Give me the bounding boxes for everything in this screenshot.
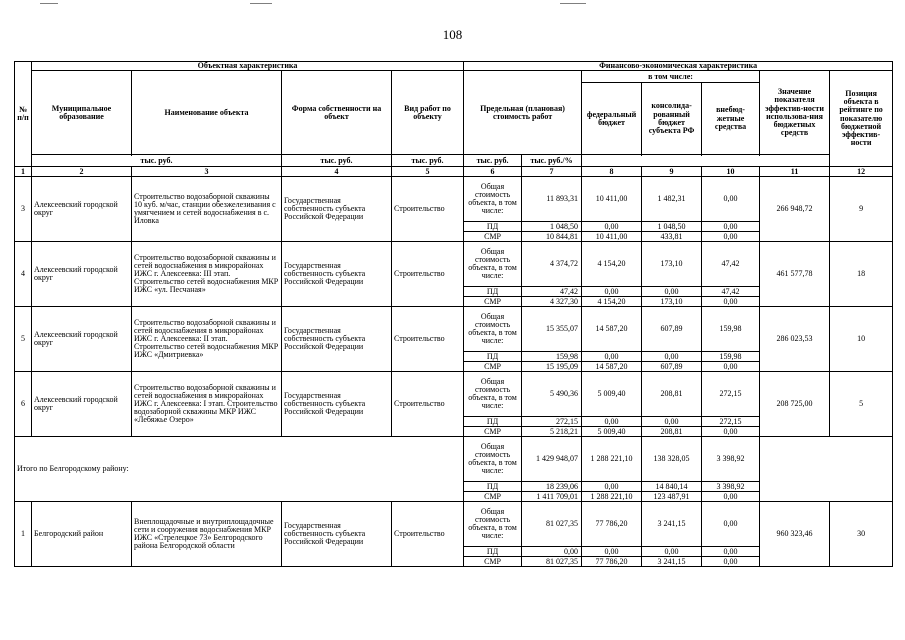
line-federal: 14 587,20 [582, 307, 642, 352]
object-num: 3 [15, 177, 32, 242]
object-num: 1 [15, 502, 32, 567]
line-federal: 10 411,00 [582, 232, 642, 242]
column-number-5: 5 [392, 167, 464, 177]
table-row [15, 71, 893, 83]
column-number-8: 8 [582, 167, 642, 177]
line-label: Общая стоимость объекта, в том числе: [464, 242, 522, 287]
line-federal: 77 786,20 [582, 557, 642, 567]
efficiency-value: 266 948,72 [760, 177, 830, 242]
header-cost: Предельная (плановая) стоимость работ [464, 71, 582, 155]
column-number-2: 2 [32, 167, 132, 177]
object-name: Строительство водозаборной скважины и сетей водоснабжения в микрорайонах ИЖС г. Алексеевка: II этап. Строительство сетей водоснабжения МКР ИЖС «Дмитриевка» [132, 307, 282, 372]
line-extrabudget: 159,98 [702, 352, 760, 362]
line-federal: 77 786,20 [582, 502, 642, 547]
line-extrabudget: 0,00 [702, 297, 760, 307]
finance-table-frame [14, 61, 892, 589]
object-num: 4 [15, 242, 32, 307]
line-consolidated: 208,81 [642, 427, 702, 437]
line-extrabudget: 0,00 [702, 427, 760, 437]
ownership: Государственная собственность субъекта Российской Федерации [282, 307, 392, 372]
header-group-object: Объектная характеристика [32, 62, 464, 71]
line-extrabudget: 3 398,92 [702, 482, 760, 492]
line-label: ПД [464, 287, 522, 297]
line-cost: 1 429 948,07 [522, 437, 582, 482]
line-consolidated: 1 482,31 [642, 177, 702, 222]
line-extrabudget: 3 398,92 [702, 437, 760, 482]
line-cost: 81 027,35 [522, 557, 582, 567]
line-federal: 0,00 [582, 417, 642, 427]
line-consolidated: 0,00 [642, 352, 702, 362]
line-cost: 272,15 [522, 417, 582, 427]
line-extrabudget: 0,00 [702, 177, 760, 222]
column-number-7: 7 [522, 167, 582, 177]
line-federal: 4 154,20 [582, 242, 642, 287]
line-extrabudget: 272,15 [702, 417, 760, 427]
ownership: Государственная собственность субъекта Российской Федерации [282, 502, 392, 567]
line-federal: 0,00 [582, 482, 642, 492]
column-number-12: 12 [830, 167, 893, 177]
line-extrabudget: 0,00 [702, 492, 760, 502]
line-label: Общая стоимость объекта, в том числе: [464, 307, 522, 352]
rank-value: 18 [830, 242, 893, 307]
header-unit-cons: тыс. руб. [392, 155, 464, 167]
line-extrabudget: 0,00 [702, 557, 760, 567]
page-number: 108 [442, 27, 463, 42]
line-cost: 4 327,30 [522, 297, 582, 307]
line-consolidated: 208,81 [642, 372, 702, 417]
rank-value: 30 [830, 502, 893, 567]
object-name: Строительство водозаборной скважины и сетей водоснабжения в микрорайонах ИЖС г. Алексеевка: III этап. Строительство сетей водоснабжения МКР ИЖС «ул. Песчаная» [132, 242, 282, 307]
table-row [15, 177, 893, 222]
header-num: № п/п [15, 62, 32, 167]
line-federal: 5 009,40 [582, 427, 642, 437]
header-group-finance: Финансово-экономическая характеристика [464, 62, 893, 71]
header-federal: федеральный бюджет [582, 83, 642, 155]
column-number-4: 4 [282, 167, 392, 177]
line-extrabudget: 47,42 [702, 242, 760, 287]
line-consolidated: 607,89 [642, 362, 702, 372]
rank-value: 10 [830, 307, 893, 372]
ownership: Государственная собственность субъекта Российской Федерации [282, 242, 392, 307]
finance-table [14, 61, 893, 567]
line-extrabudget: 0,00 [702, 547, 760, 557]
line-consolidated: 173,10 [642, 297, 702, 307]
line-cost: 81 027,35 [522, 502, 582, 547]
line-label: Общая стоимость объекта, в том числе: [464, 437, 522, 482]
line-federal: 0,00 [582, 352, 642, 362]
line-consolidated: 1 048,50 [642, 222, 702, 232]
table-row [15, 372, 893, 417]
header-ownership: Форма собственности на объект [282, 71, 392, 155]
header-unit-eff: тыс. руб./% [522, 155, 582, 167]
header-including: в том числе: [582, 71, 760, 83]
line-label: Общая стоимость объекта, в том числе: [464, 502, 522, 547]
line-federal: 4 154,20 [582, 297, 642, 307]
total-empty [760, 437, 893, 502]
object-name: Внеплощадочные и внутриплощадочные сети и сооружения водоснабжения МКР ИЖС «Стрелецкое 73» Белгородского района Белгородской области [132, 502, 282, 567]
line-label: СМР [464, 232, 522, 242]
line-federal: 0,00 [582, 222, 642, 232]
column-number-10: 10 [702, 167, 760, 177]
line-label: ПД [464, 352, 522, 362]
municipality: Алексеевский городской округ [32, 177, 132, 242]
line-federal: 0,00 [582, 547, 642, 557]
column-number-11: 11 [760, 167, 830, 177]
line-consolidated: 0,00 [642, 547, 702, 557]
work-type: Строительство [392, 372, 464, 437]
header-consolidated: консолида-рованный бюджет субъекта РФ [642, 83, 702, 155]
column-number-9: 9 [642, 167, 702, 177]
line-cost: 47,42 [522, 287, 582, 297]
municipality: Белгородский район [32, 502, 132, 567]
table-row [15, 155, 893, 167]
table-row [15, 502, 893, 547]
line-consolidated: 3 241,15 [642, 557, 702, 567]
municipality: Алексеевский городской округ [32, 242, 132, 307]
line-label: Общая стоимость объекта, в том числе: [464, 177, 522, 222]
work-type: Строительство [392, 177, 464, 242]
table-row [15, 167, 893, 177]
line-label: СМР [464, 297, 522, 307]
object-name: Строительство водозаборной скважины 10 куб. м/час, станции обезжелезивания с умягчением и сетей водоснабжения в с. Иловка [132, 177, 282, 242]
header-municipality: Муниципальное образование [32, 71, 132, 155]
rank-value: 9 [830, 177, 893, 242]
line-cost: 159,98 [522, 352, 582, 362]
line-consolidated: 607,89 [642, 307, 702, 352]
line-extrabudget: 47,42 [702, 287, 760, 297]
line-federal: 14 587,20 [582, 362, 642, 372]
line-cost: 1 411 709,01 [522, 492, 582, 502]
line-consolidated: 0,00 [642, 417, 702, 427]
header-unit-extra: тыс. руб. [464, 155, 522, 167]
line-cost: 1 048,50 [522, 222, 582, 232]
efficiency-value: 461 577,78 [760, 242, 830, 307]
line-cost: 4 374,72 [522, 242, 582, 287]
header-unit-cost: тыс. руб. [32, 155, 282, 167]
line-consolidated: 0,00 [642, 287, 702, 297]
object-name: Строительство водозаборной скважины и сетей водоснабжения в микрорайонах ИЖС г. Алексеевка: I этап. Строительство водозаборной скважины МКР ИЖС «Лебяжье Озеро» [132, 372, 282, 437]
column-number-1: 1 [15, 167, 32, 177]
work-type: Строительство [392, 242, 464, 307]
header-object-name: Наименование объекта [132, 71, 282, 155]
line-consolidated: 123 487,91 [642, 492, 702, 502]
line-federal: 1 288 221,10 [582, 492, 642, 502]
line-cost: 15 195,09 [522, 362, 582, 372]
line-federal: 0,00 [582, 287, 642, 297]
column-number-6: 6 [464, 167, 522, 177]
line-federal: 5 009,40 [582, 372, 642, 417]
line-label: СМР [464, 427, 522, 437]
line-extrabudget: 272,15 [702, 372, 760, 417]
line-label: ПД [464, 482, 522, 492]
line-extrabudget: 0,00 [702, 232, 760, 242]
line-consolidated: 433,81 [642, 232, 702, 242]
line-cost: 15 355,07 [522, 307, 582, 352]
line-consolidated: 14 840,14 [642, 482, 702, 492]
header-rank: Позиция объекта в рейтинге по показателю бюджетной эффектив-ности [830, 71, 893, 167]
work-type: Строительство [392, 502, 464, 567]
line-cost: 5 490,36 [522, 372, 582, 417]
line-cost: 18 239,06 [522, 482, 582, 492]
line-label: СМР [464, 557, 522, 567]
line-label: СМР [464, 492, 522, 502]
efficiency-value: 208 725,00 [760, 372, 830, 437]
header-unit-fed: тыс. руб. [282, 155, 392, 167]
line-label: ПД [464, 547, 522, 557]
line-label: ПД [464, 417, 522, 427]
line-consolidated: 138 328,05 [642, 437, 702, 482]
line-label: СМР [464, 362, 522, 372]
column-number-3: 3 [132, 167, 282, 177]
efficiency-value: 960 323,46 [760, 502, 830, 567]
line-cost: 11 893,31 [522, 177, 582, 222]
line-consolidated: 3 241,15 [642, 502, 702, 547]
line-extrabudget: 0,00 [702, 362, 760, 372]
line-label: ПД [464, 222, 522, 232]
efficiency-value: 286 023,53 [760, 307, 830, 372]
object-num: 6 [15, 372, 32, 437]
object-num: 5 [15, 307, 32, 372]
ownership: Государственная собственность субъекта Российской Федерации [282, 372, 392, 437]
header-work-type: Вид работ по объекту [392, 71, 464, 155]
line-cost: 5 218,21 [522, 427, 582, 437]
line-label: Общая стоимость объекта, в том числе: [464, 372, 522, 417]
table-row [15, 62, 893, 71]
line-federal: 10 411,00 [582, 177, 642, 222]
header-efficiency: Значение показателя эффектив-ности использова-ния бюджетных средств [760, 71, 830, 155]
municipality: Алексеевский городской округ [32, 307, 132, 372]
total-label: Итого по Белгородскому району: [15, 437, 464, 502]
municipality: Алексеевский городской округ [32, 372, 132, 437]
table-row [15, 242, 893, 287]
line-consolidated: 173,10 [642, 242, 702, 287]
table-row [15, 437, 893, 482]
line-extrabudget: 0,00 [702, 502, 760, 547]
rank-value: 5 [830, 372, 893, 437]
header-extrabudget: внебюд-жетные средства [702, 83, 760, 155]
line-cost: 0,00 [522, 547, 582, 557]
line-extrabudget: 159,98 [702, 307, 760, 352]
ownership: Государственная собственность субъекта Российской Федерации [282, 177, 392, 242]
table-row [15, 307, 893, 352]
line-federal: 1 288 221,10 [582, 437, 642, 482]
work-type: Строительство [392, 307, 464, 372]
line-cost: 10 844,81 [522, 232, 582, 242]
line-extrabudget: 0,00 [702, 222, 760, 232]
